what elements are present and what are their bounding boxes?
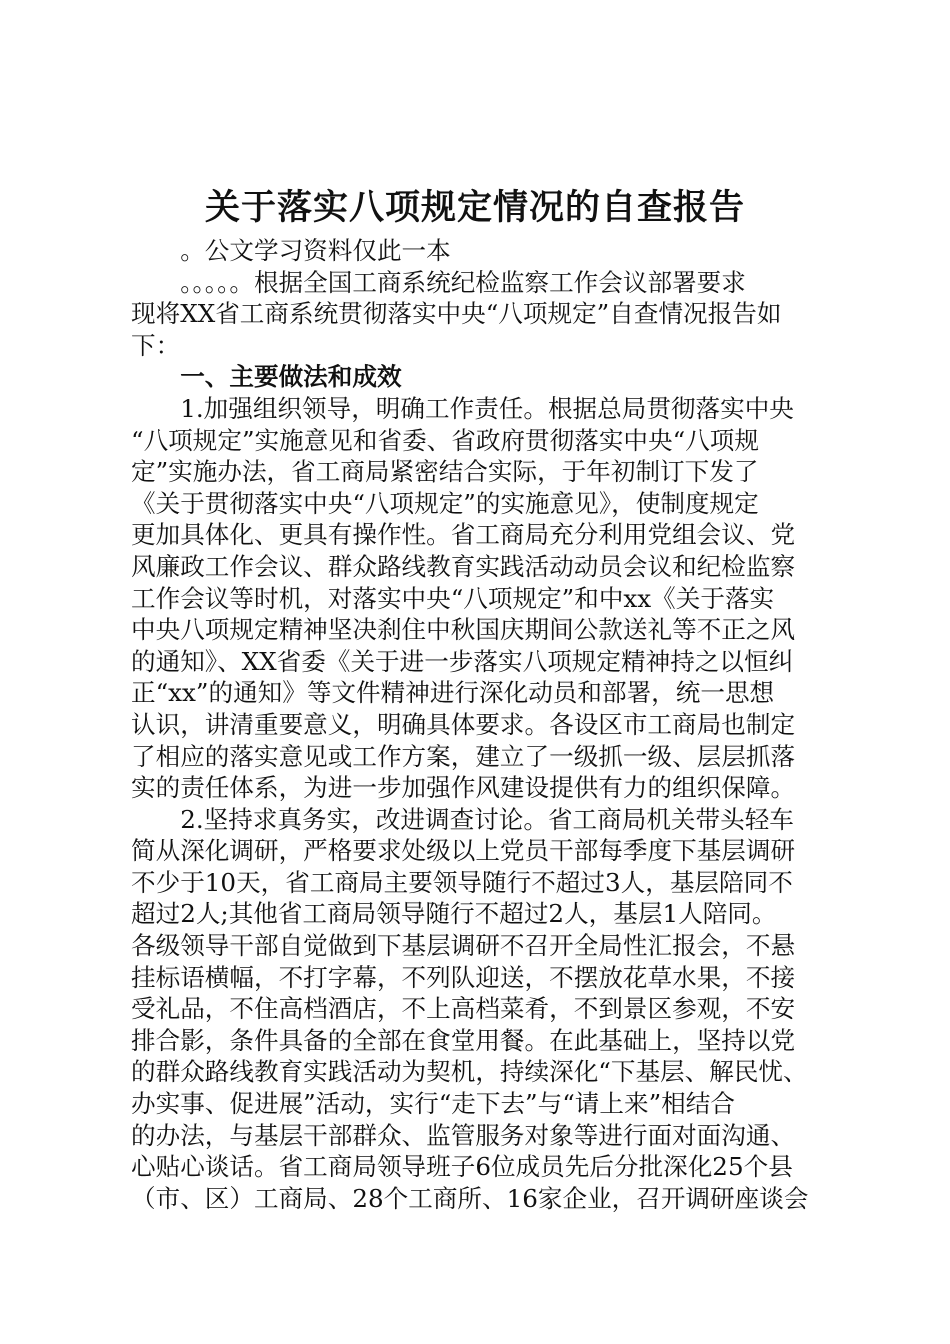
text-line: 更加具体化、更具有操作性。省工商局充分利用党组会议、党: [131, 520, 796, 550]
text-line: 简从深化调研，严格要求处级以上党员干部每季度下基层调研: [131, 836, 796, 866]
text-line: 挂标语横幅，不打字幕，不列队迎送，不摆放花草水果，不接: [131, 962, 796, 992]
text-line: 了相应的落实意见或工作方案，建立了一级抓一级、层层抓落: [131, 741, 796, 771]
text-line: 受礼品，不住高档酒店，不上高档菜肴，不到景区参观，不安: [131, 994, 796, 1024]
text-line: 中央八项规定精神坚决刹住中秋国庆期间公款送礼等不正之风: [131, 615, 796, 645]
text-line: 的通知》、XX省委《关于进一步落实八项规定精神持之以恒纠: [131, 646, 794, 676]
text-line: 1.加强组织领导，明确工作责任。根据总局贯彻落实中央: [131, 393, 794, 423]
text-line: 下：: [131, 330, 181, 360]
text-line: 定”实施办法，省工商局紧密结合实际，于年初制订下发了: [131, 457, 759, 487]
text-line: 心贴心谈话。省工商局领导班子6位成员先后分批深化25个县: [131, 1152, 793, 1182]
text-line: 现将XX省工商系统贯彻落实中央“八项规定”自查情况报告如: [131, 299, 782, 329]
text-line: 的群众路线教育实践活动为契机，持续深化“下基层、解民忧、: [131, 1057, 808, 1087]
text-line: 实的责任体系，为进一步加强作风建设提供有力的组织保障。: [131, 773, 796, 803]
text-line: 各级领导干部自觉做到下基层调研不召开全局性汇报会，不悬: [131, 931, 796, 961]
text-line: “八项规定”实施意见和省委、省政府贯彻落实中央“八项规: [131, 425, 759, 455]
text-line: 办实事、促进展”活动，实行“走下去”与“请上来”相结合: [131, 1089, 735, 1119]
text-line: 正“xx”的通知》等文件精神进行深化动员和部署，统一思想: [131, 678, 775, 708]
document-body: [131, 235, 851, 1214]
text-line: 超过2人;其他省工商局领导随行不超过2人，基层1人陪同。: [131, 899, 777, 929]
text-line: 。。。。。根据全国工商系统纪检监察工作会议部署要求: [131, 267, 746, 297]
text-line: 2.坚持求真务实，改进调查讨论。省工商局机关带头轻车: [131, 804, 794, 834]
text-line: 工作会议等时机，对落实中央“八项规定”和中xx《关于落实: [131, 583, 775, 613]
section-heading: 一、主要做法和成效: [131, 362, 402, 392]
text-line: 排合影，条件具备的全部在食堂用餐。在此基础上，坚持以党: [131, 1025, 796, 1055]
text-line: （市、区）工商局、28个工商所、16家企业，召开调研座谈会: [131, 1183, 809, 1213]
text-line: 不少于10天，省工商局主要领导随行不超过3人，基层陪同不: [131, 867, 793, 897]
text-line: 认识，讲清重要意义，明确具体要求。各设区市工商局也制定: [131, 709, 796, 739]
document-title: 关于落实八项规定情况的自查报告: [204, 187, 745, 228]
text-line: 的办法，与基层干部群众、监管服务对象等进行面对面沟通、: [131, 1120, 796, 1150]
text-line: 。公文学习资料仅此一本: [131, 236, 451, 265]
text-line: 《关于贯彻落实中央“八项规定”的实施意见》，使制度规定: [131, 488, 759, 518]
text-line: 风廉政工作会议、群众路线教育实践活动动员会议和纪检监察: [131, 551, 796, 581]
